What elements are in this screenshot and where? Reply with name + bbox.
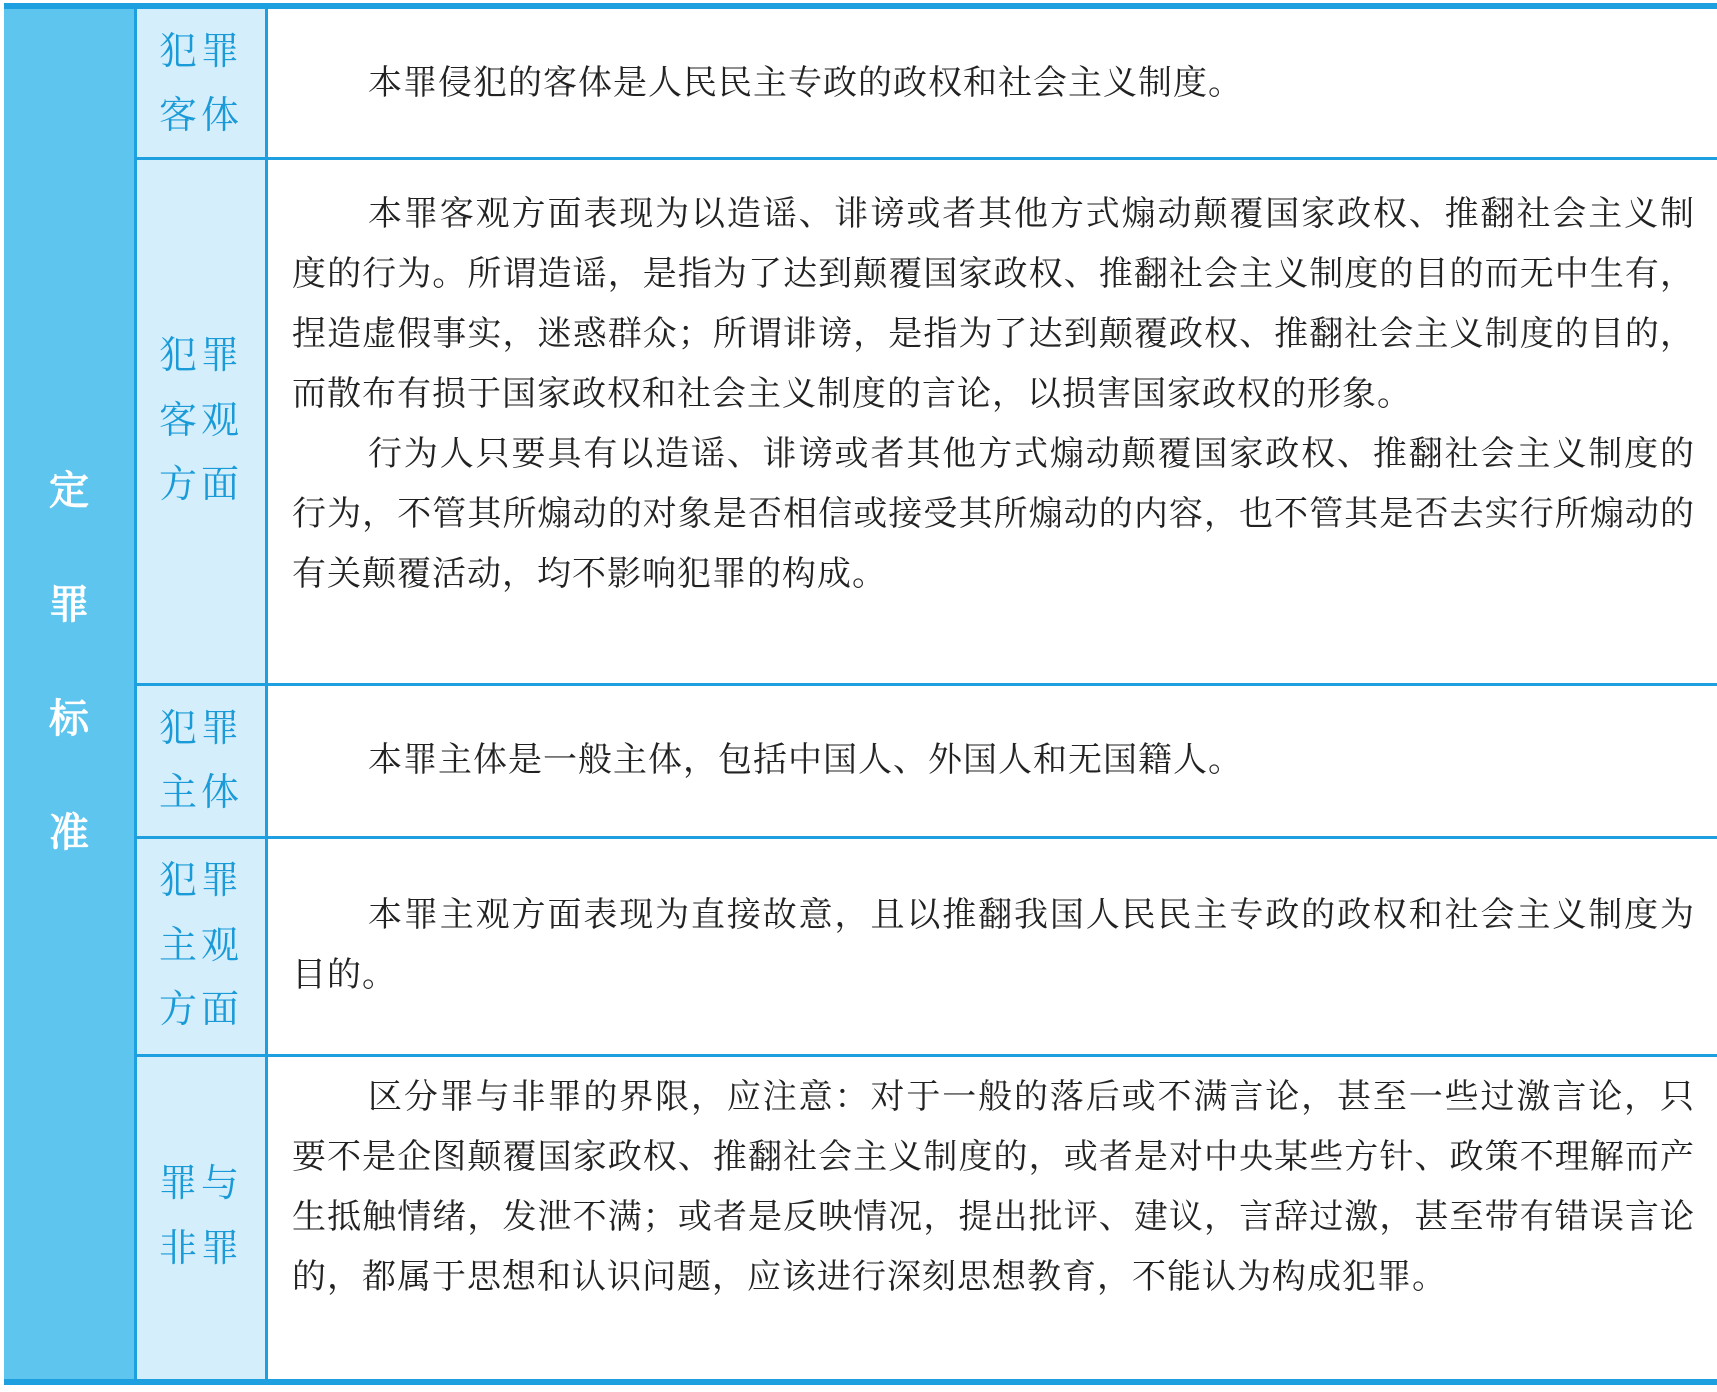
- paragraph: 行为人只要具有以造谣、诽谤或者其他方式煽动颠覆国家政权、推翻社会主义制度的行为，不管其所煽动的对象是否相信或接受其所煽动的内容，也不管其是否去实行所煽动的有关颠覆活动，均不影响犯罪的构成。: [292, 434, 1695, 594]
- row-header-line: 客体: [158, 93, 243, 137]
- row-content: [292, 53, 1695, 113]
- row-header-line: 主观: [158, 923, 243, 967]
- row-header: [137, 160, 268, 683]
- row-content: [292, 184, 1695, 604]
- row-header-line: 犯罪: [158, 706, 243, 750]
- row-content: [292, 730, 1695, 790]
- row-content: [292, 1067, 1695, 1307]
- category-char: 定: [49, 468, 89, 514]
- table-row: [137, 1057, 1717, 1379]
- row-header: [137, 1057, 268, 1379]
- row-header-line: 罪与: [158, 1161, 243, 1205]
- table-row: [137, 9, 1717, 157]
- row-header: [137, 686, 268, 836]
- row-header: [137, 839, 268, 1054]
- paragraph: 本罪主观方面表现为直接故意，且以推翻我国人民民主专政的政权和社会主义制度为目的。: [292, 895, 1695, 995]
- row-header-line: 非罪: [158, 1226, 243, 1270]
- category-char: 准: [49, 810, 89, 856]
- row-header-line: 主体: [158, 770, 243, 814]
- table-row: [137, 686, 1717, 836]
- row-header: [137, 9, 268, 157]
- table-row: [137, 839, 1717, 1054]
- row-header-line: 犯罪: [158, 29, 243, 73]
- paragraph: 区分罪与非罪的界限，应注意：对于一般的落后或不满言论，甚至一些过激言论，只要不是企图颠覆国家政权、推翻社会主义制度的，或者是对中央某些方针、政策不理解而产生抵触情绪，发泄不满；或者是反映情况，提出批评、建议，言辞过激，甚至带有错误言论的，都属于思想和认识问题，应该进行深刻思想教育，不能认为构成犯罪。: [292, 1077, 1695, 1297]
- paragraph: 本罪侵犯的客体是人民民主专政的政权和社会主义制度。: [368, 63, 1243, 103]
- paragraph: 本罪客观方面表现为以造谣、诽谤或者其他方式煽动颠覆国家政权、推翻社会主义制度的行为。所谓造谣，是指为了达到颠覆国家政权、推翻社会主义制度的目的而无中生有，捏造虚假事实，迷惑群众；所谓诽谤，是指为了达到颠覆政权、推翻社会主义制度的目的，而散布有损于国家政权和社会主义制度的言论，以损害国家政权的形象。: [292, 194, 1695, 414]
- table-row: [137, 160, 1717, 683]
- category-column: [4, 9, 137, 1379]
- row-header-line: 方面: [158, 987, 243, 1031]
- row-content: [292, 885, 1695, 1005]
- row-header-line: 方面: [158, 462, 243, 506]
- paragraph: 本罪主体是一般主体，包括中国人、外国人和无国籍人。: [368, 740, 1243, 780]
- category-char: 罪: [49, 582, 89, 628]
- row-header-line: 犯罪: [158, 333, 243, 377]
- row-header-line: 犯罪: [158, 858, 243, 902]
- category-char: 标: [49, 696, 89, 742]
- row-header-line: 客观: [158, 398, 243, 442]
